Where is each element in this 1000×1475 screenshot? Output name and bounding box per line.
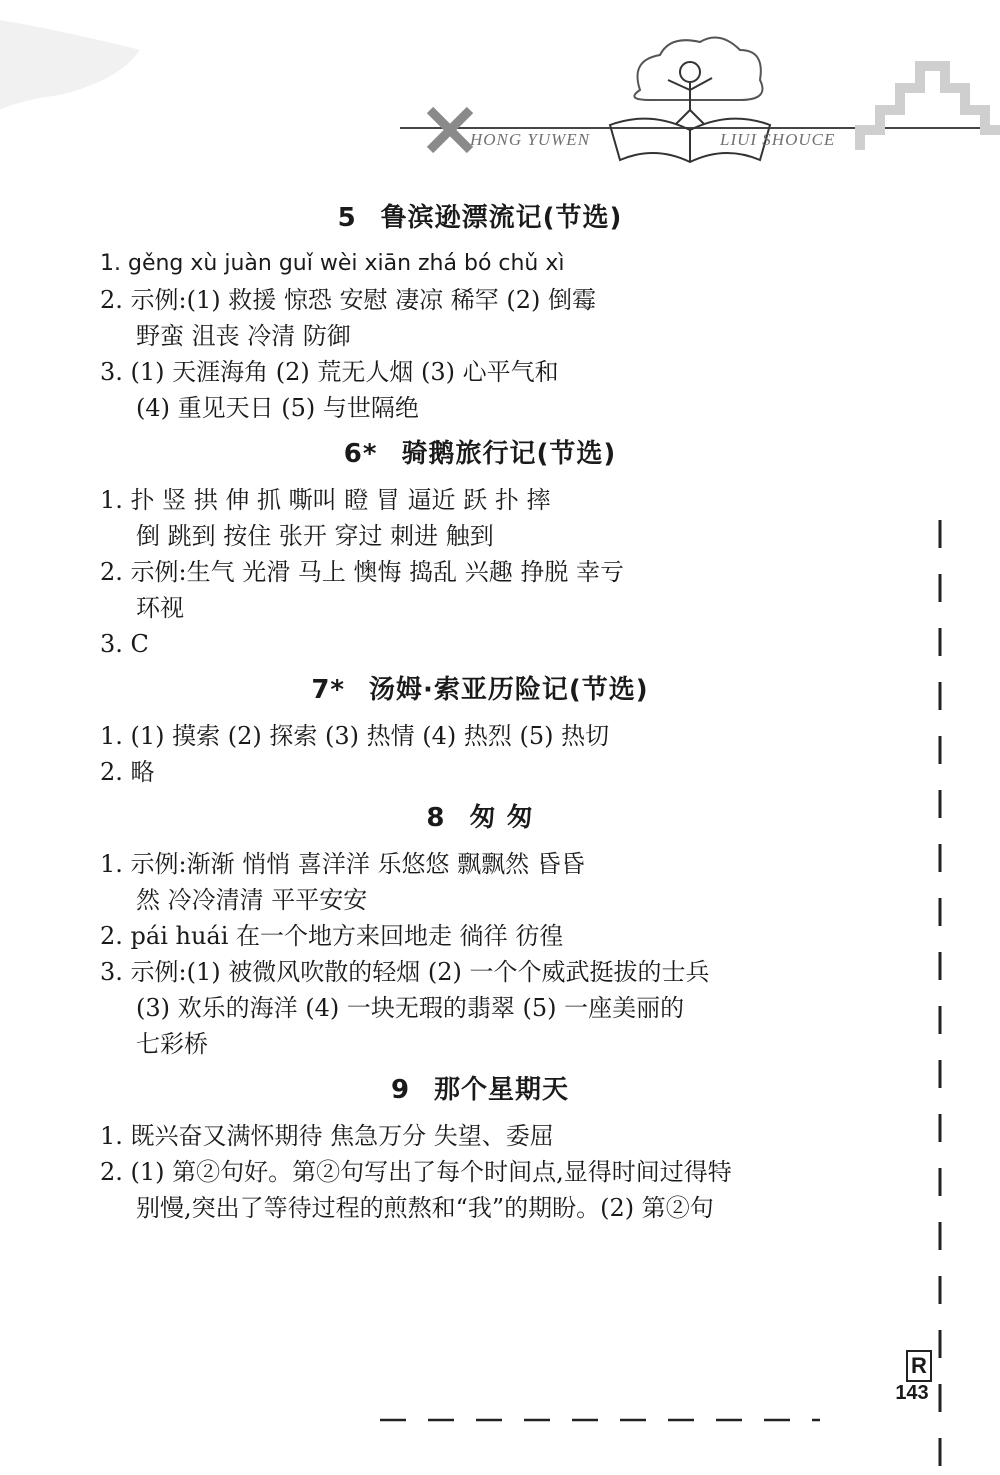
answer-line: (4) 重见天日 (5) 与世隔绝 xyxy=(136,394,419,422)
section-7 xyxy=(100,662,860,790)
answer-line: 野蛮 沮丧 冷清 防御 xyxy=(136,322,351,350)
answer-line: 七彩桥 xyxy=(136,1030,208,1058)
section-title: 7* 汤姆·索亚历险记(节选) xyxy=(311,675,649,705)
section-5 xyxy=(100,190,860,426)
answer-line: 2. (1) 第②句好。第②句写出了每个时间点,显得时间过得特 xyxy=(100,1158,732,1186)
right-dashed-border xyxy=(938,520,942,1470)
answer-content xyxy=(100,190,860,1226)
answer-line: 2. 略 xyxy=(100,758,155,786)
footer-dashed-line xyxy=(380,1410,820,1420)
answer-line: 1. (1) 摸索 (2) 探索 (3) 热情 (4) 热烈 (5) 热切 xyxy=(100,722,610,750)
section-6 xyxy=(100,426,860,662)
page-number-box xyxy=(888,1348,936,1420)
answer-line: 3. C xyxy=(100,630,149,658)
answer-line: 1. 示例:渐渐 悄悄 喜洋洋 乐悠悠 飘飘然 昏昏 xyxy=(100,850,585,878)
answer-line: 2. 示例:(1) 救援 惊恐 安慰 凄凉 稀罕 (2) 倒霉 xyxy=(100,286,597,314)
answer-line: 环视 xyxy=(136,594,184,622)
answer-line: 2. 示例:生气 光滑 马上 懊悔 捣乱 兴趣 挣脱 幸亏 xyxy=(100,558,625,586)
answer-line: 别慢,突出了等待过程的煎熬和“我”的期盼。(2) 第②句 xyxy=(136,1194,714,1222)
page-header xyxy=(0,0,1000,175)
answer-line: 1. 既兴奋又满怀期待 焦急万分 失望、委屈 xyxy=(100,1122,554,1150)
section-title: 5 鲁滨逊漂流记(节选) xyxy=(337,203,623,233)
section-title: 9 那个星期天 xyxy=(390,1075,570,1105)
section-title: 8 匆 匆 xyxy=(426,803,534,833)
answer-line: 倒 跳到 按住 张开 穿过 刺进 触到 xyxy=(136,522,494,550)
section-title: 6* 骑鹅旅行记(节选) xyxy=(343,439,617,469)
answer-line: 然 冷冷清清 平平安安 xyxy=(136,886,368,914)
page-number: 143 xyxy=(895,1382,929,1404)
header-banner-left: HONG YUWEN xyxy=(470,130,591,149)
edition-letter: R xyxy=(906,1350,932,1382)
answer-line: 1. 扑 竖 拱 伸 抓 嘶叫 瞪 冒 逼近 跃 扑 摔 xyxy=(100,486,551,514)
answer-line: 2. pái huái 在一个地方来回地走 徜徉 彷徨 xyxy=(100,922,564,950)
answer-line: (3) 欢乐的海洋 (4) 一块无瑕的翡翠 (5) 一座美丽的 xyxy=(136,994,685,1022)
header-banner-right: LIUI SHOUCE xyxy=(720,130,836,149)
answer-line: 1. gěng xù juàn guǐ wèi xiān zhá bó chǔ xì xyxy=(100,251,565,276)
answer-line: 3. (1) 天涯海角 (2) 荒无人烟 (3) 心平气和 xyxy=(100,358,559,386)
answer-line: 3. 示例:(1) 被微风吹散的轻烟 (2) 一个个威武挺拔的士兵 xyxy=(100,958,710,986)
section-8 xyxy=(100,790,860,1062)
section-9 xyxy=(100,1062,860,1226)
